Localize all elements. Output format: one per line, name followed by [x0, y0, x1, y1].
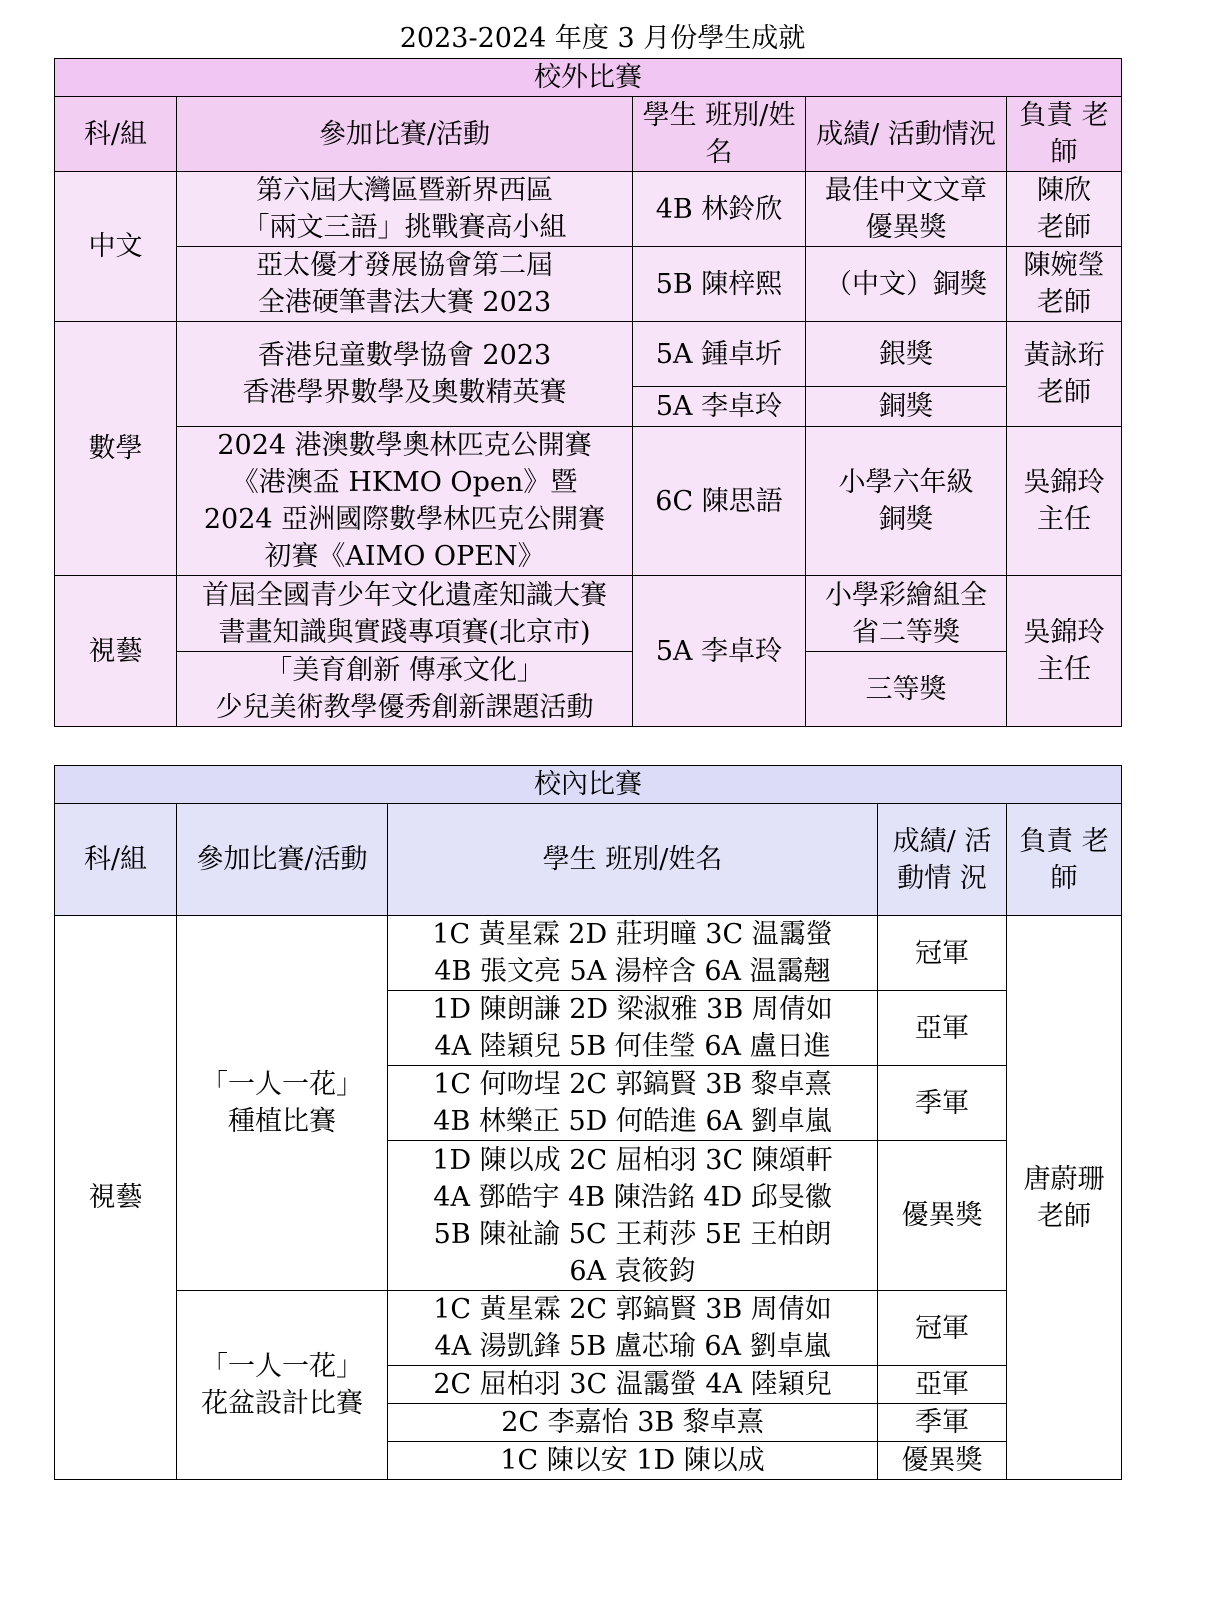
student-list-cell: 2C 屈柏羽 3C 温靄螢 4A 陸穎兒 — [388, 1366, 878, 1404]
internal-competitions-table — [54, 765, 1122, 1480]
header-teacher: 負責 老師 — [1007, 97, 1122, 172]
student-list-cell: 1D 陳以成 2C 屈柏羽 3C 陳頌軒 4A 鄧皓宇 4B 陳浩銘 4D 邱旻徽 5B 陳祉諭 5C 王莉莎 5E 王柏朗 6A 袁筱鈞 — [388, 1141, 878, 1291]
teacher-cell: 陳欣 老師 — [1007, 172, 1122, 247]
result-cell: 亞軍 — [878, 991, 1007, 1066]
activity-cell: 2024 港澳數學奧林匹克公開賽 《港澳盃 HKMO Open》暨 2024 亞洲國際數學林匹克公開賽 初賽《AIMO OPEN》 — [177, 427, 633, 576]
subject-cell: 數學 — [55, 322, 177, 576]
header-result: 成績/ 活動情況 — [806, 97, 1007, 172]
activity-cell: 首屆全國青少年文化遺產知識大賽 書畫知識與實踐專項賽(北京市) — [177, 576, 633, 652]
teacher-cell: 吳錦玲 主任 — [1007, 576, 1122, 727]
subject-cell: 視藝 — [55, 576, 177, 727]
table-row — [55, 652, 1122, 727]
header-subject: 科/組 — [55, 97, 177, 172]
external-header-row — [55, 97, 1122, 172]
result-cell: 最佳中文文章 優異獎 — [806, 172, 1007, 247]
result-cell: 銀獎 — [806, 322, 1007, 387]
result-cell: 三等獎 — [806, 652, 1007, 727]
table-row — [55, 916, 1122, 991]
header-activity: 參加比賽/活動 — [177, 97, 633, 172]
table-row — [55, 172, 1122, 247]
student-list-cell: 1C 黃星霖 2D 莊玥曈 3C 温靄螢 4B 張文亮 5A 湯梓含 6A 温靄翹 — [388, 916, 878, 991]
student-cell: 5A 李卓玲 — [633, 576, 806, 727]
student-cell: 5A 鍾卓圻 — [633, 322, 806, 387]
result-cell: 冠軍 — [878, 916, 1007, 991]
internal-banner-row — [55, 766, 1122, 804]
header-student: 學生 班別/姓名 — [633, 97, 806, 172]
activity-cell: 「一人一花」 花盆設計比賽 — [177, 1291, 388, 1480]
result-cell: （中文）銅獎 — [806, 247, 1007, 322]
student-list-cell: 2C 李嘉怡 3B 黎卓熹 — [388, 1404, 878, 1442]
table-row — [55, 427, 1122, 576]
student-cell: 6C 陳思語 — [633, 427, 806, 576]
activity-cell: 第六屆大灣區暨新界西區 「兩文三語」挑戰賽高小組 — [177, 172, 633, 247]
teacher-cell: 黃詠珩 老師 — [1007, 322, 1122, 427]
result-cell: 小學六年級 銅獎 — [806, 427, 1007, 576]
activity-cell: 「一人一花」 種植比賽 — [177, 916, 388, 1291]
external-banner-row — [55, 59, 1122, 97]
teacher-cell: 唐蔚珊 老師 — [1007, 916, 1122, 1480]
table-row — [55, 247, 1122, 322]
student-cell: 5B 陳梓熙 — [633, 247, 806, 322]
activity-cell: 香港兒童數學協會 2023 香港學界數學及奧數精英賽 — [177, 322, 633, 427]
subject-cell: 中文 — [55, 172, 177, 322]
header-student: 學生 班別/姓名 — [388, 804, 878, 916]
result-cell: 冠軍 — [878, 1291, 1007, 1366]
header-activity: 參加比賽/活動 — [177, 804, 388, 916]
student-cell: 4B 林鈴欣 — [633, 172, 806, 247]
subject-cell: 視藝 — [55, 916, 177, 1480]
external-banner: 校外比賽 — [55, 59, 1122, 97]
teacher-cell: 吳錦玲 主任 — [1007, 427, 1122, 576]
activity-cell: 「美育創新 傳承文化」 少兒美術教學優秀創新課題活動 — [177, 652, 633, 727]
result-cell: 亞軍 — [878, 1366, 1007, 1404]
header-teacher: 負責 老師 — [1007, 804, 1122, 916]
result-cell: 季軍 — [878, 1066, 1007, 1141]
student-list-cell: 1C 何吻埕 2C 郭鎬賢 3B 黎卓熹 4B 林樂正 5D 何皓進 6A 劉卓嵐 — [388, 1066, 878, 1141]
student-list-cell: 1C 黃星霖 2C 郭鎬賢 3B 周倩如 4A 湯凱鋒 5B 盧芯瑜 6A 劉卓嵐 — [388, 1291, 878, 1366]
result-cell: 季軍 — [878, 1404, 1007, 1442]
header-subject: 科/組 — [55, 804, 177, 916]
table-row — [55, 576, 1122, 652]
external-competitions-table — [54, 58, 1122, 727]
table-row — [55, 1291, 1122, 1366]
internal-banner: 校內比賽 — [55, 766, 1122, 804]
result-cell: 小學彩繪組全 省二等獎 — [806, 576, 1007, 652]
header-result: 成績/ 活動情 況 — [878, 804, 1007, 916]
table-row — [55, 322, 1122, 387]
student-cell: 5A 李卓玲 — [633, 387, 806, 427]
internal-header-row — [55, 804, 1122, 916]
result-cell: 銅獎 — [806, 387, 1007, 427]
page-title: 2023-2024 年度 3 月份學生成就 — [399, 23, 806, 54]
result-cell: 優異獎 — [878, 1442, 1007, 1480]
student-list-cell: 1D 陳朗謙 2D 梁淑雅 3B 周倩如 4A 陸穎兒 5B 何佳瑩 6A 盧日進 — [388, 991, 878, 1066]
result-cell: 優異獎 — [878, 1141, 1007, 1291]
activity-cell: 亞太優才發展協會第二屆 全港硬筆書法大賽 2023 — [177, 247, 633, 322]
student-list-cell: 1C 陳以安 1D 陳以成 — [388, 1442, 878, 1480]
teacher-cell: 陳婉瑩 老師 — [1007, 247, 1122, 322]
